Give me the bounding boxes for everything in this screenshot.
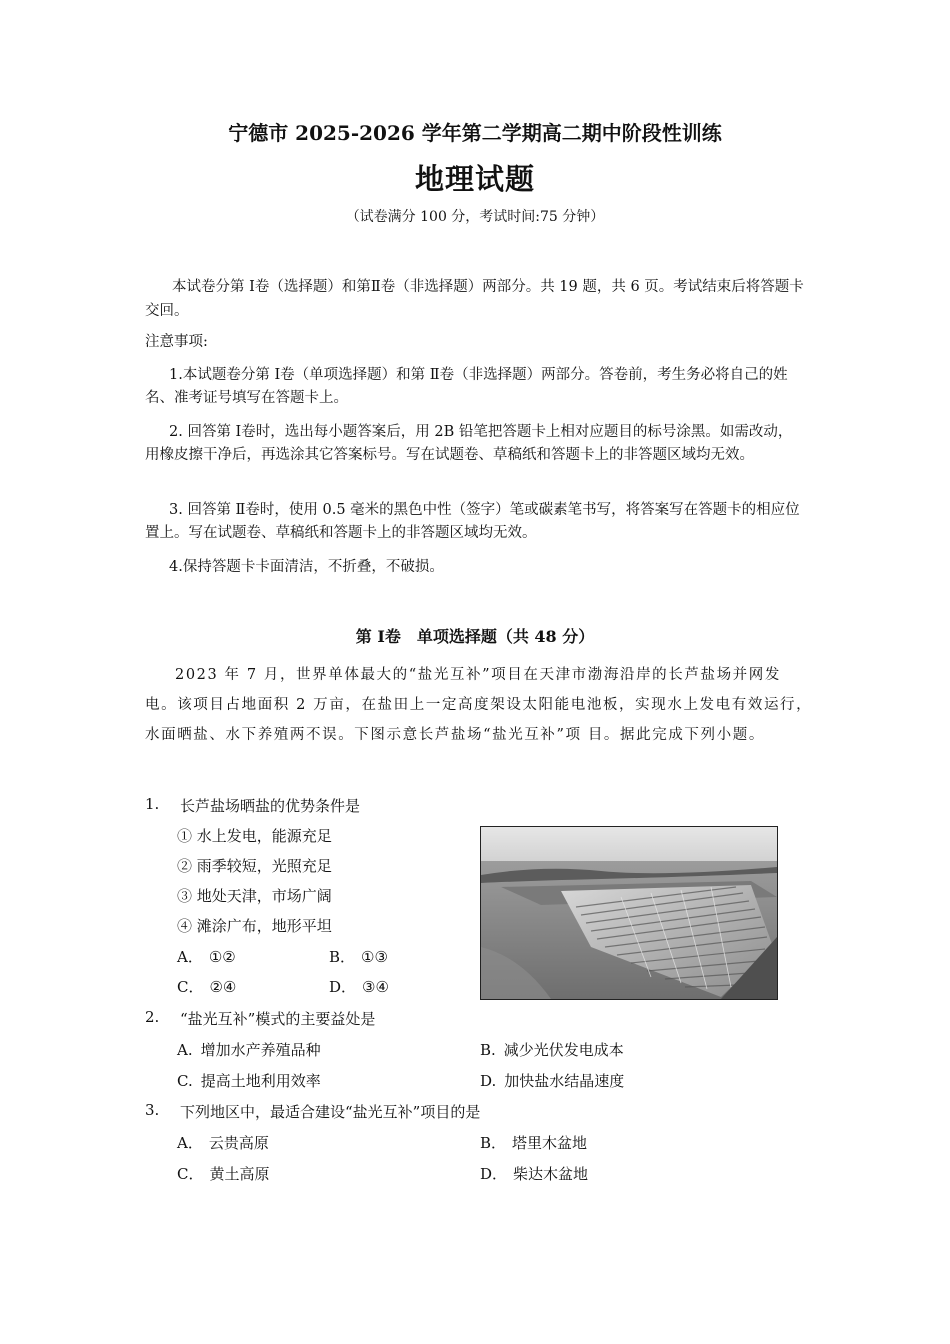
notice-item: 2. 回答第 Ⅰ卷时，选出每小题答案后，用 2B 铅笔把答题卡上相对应题目的标号涂黑。如需改动，用橡皮擦干净后，再选涂其它答案标号。写在试题卷、草稿纸和答题卡上的非答题区域均无效。 [145, 424, 793, 463]
option-a[interactable] [177, 1039, 321, 1060]
question-number: 2. [145, 1008, 160, 1026]
option-text: ②④ [209, 978, 237, 996]
option-text: ①② [208, 948, 236, 966]
option-label: A． [177, 948, 203, 966]
option-c[interactable] [177, 1070, 321, 1091]
statement: ② 雨季较短，光照充足 [177, 857, 332, 875]
option-a[interactable] [177, 1132, 269, 1153]
option-label: A. [177, 1041, 193, 1059]
option-d[interactable] [480, 1070, 624, 1091]
salt-field-photo [480, 826, 778, 1000]
photo-image [481, 827, 777, 999]
option-b[interactable] [480, 1039, 624, 1060]
statement: ① 水上发电，能源充足 [177, 827, 332, 845]
option-d[interactable] [480, 1163, 588, 1184]
option-label: B． [329, 948, 356, 966]
option-text: 提高土地利用效率 [200, 1072, 321, 1090]
exam-title: 地理试题 [414, 162, 535, 196]
option-text: 减少光伏发电成本 [503, 1041, 624, 1059]
option-label: A． [177, 1134, 203, 1152]
option-text: 黄土高原 [209, 1165, 270, 1183]
option-label: C. [177, 1072, 193, 1090]
statement: ③ 地处天津，市场广阔 [177, 887, 332, 905]
section-title: 第 Ⅰ卷 单项选择题（共 48 分） [355, 627, 595, 646]
option-c[interactable] [177, 976, 236, 997]
option-text: ①③ [361, 948, 388, 966]
option-label: D. [480, 1072, 497, 1090]
option-c[interactable] [177, 1163, 270, 1184]
option-text: ③④ [362, 978, 389, 996]
option-a[interactable] [177, 946, 236, 967]
question-text: 长芦盐场晒盐的优势条件是 [180, 797, 361, 815]
option-text: 加快盐水结晶速度 [504, 1072, 625, 1090]
question-number: 3. [145, 1101, 160, 1119]
notice-item: 3. 回答第 Ⅱ卷时，使用 0.5 毫米的黑色中性（签字）笔或碳素笔书写，将答案写在答题卡的相应位置上。写在试题卷、草稿纸和答题卡上的非答题区域均无效。 [145, 502, 800, 541]
notice-heading: 注意事项: [145, 334, 208, 350]
statement: ④ 滩涂广布，地形平坦 [177, 917, 332, 935]
option-label: B. [480, 1041, 496, 1059]
exam-subtitle: （试卷满分 100 分，考试时间:75 分钟） [345, 209, 605, 225]
option-d[interactable] [329, 976, 389, 997]
option-label: B． [480, 1134, 507, 1152]
option-text: 柴达木盆地 [513, 1165, 589, 1183]
option-label: D． [329, 978, 357, 996]
exam-title-line1: 宁德市 2025-2026 学年第二学期高二期中阶段性训练 [228, 121, 722, 145]
question-text: “盐光互补”模式的主要益处是 [180, 1010, 376, 1028]
option-label: C． [177, 1165, 204, 1183]
intro-paragraph: 本试卷分第 Ⅰ卷（选择题）和第Ⅱ卷（非选择题）两部分。共 19 题，共 6 页。考试结束后将答题卡交回。 [145, 279, 804, 319]
notice-item: 4.保持答题卡卡面清洁，不折叠，不破损。 [169, 559, 444, 575]
option-text: 增加水产养殖品种 [200, 1041, 321, 1059]
question-number: 1. [145, 795, 160, 813]
notice-item: 1.本试题卷分第 Ⅰ卷（单项选择题）和第 Ⅱ卷（非选择题）两部分。答卷前，考生务必将自己的姓名、准考证号填写在答题卡上。 [145, 367, 788, 406]
question-stem: 2023 年 7 月，世界单体最大的“盐光互补”项目在天津市渤海沿岸的长芦盐场并网发电。该项目占地面积 2 万亩，在盐田上一定高度架设太阳能电池板，实现水上发电有效运行，水面晒盐、水下养殖两不误。下图示意长芦盐场“盐光互补”项 目。据此完成下列小题。 [145, 667, 813, 743]
option-label: D． [480, 1165, 508, 1183]
question-text: 下列地区中，最适合建设“盐光互补”项目的是 [180, 1103, 481, 1121]
option-b[interactable] [480, 1132, 587, 1153]
option-text: 塔里木盆地 [512, 1134, 588, 1152]
option-b[interactable] [329, 946, 388, 967]
option-label: C． [177, 978, 204, 996]
option-text: 云贵高原 [208, 1134, 269, 1152]
